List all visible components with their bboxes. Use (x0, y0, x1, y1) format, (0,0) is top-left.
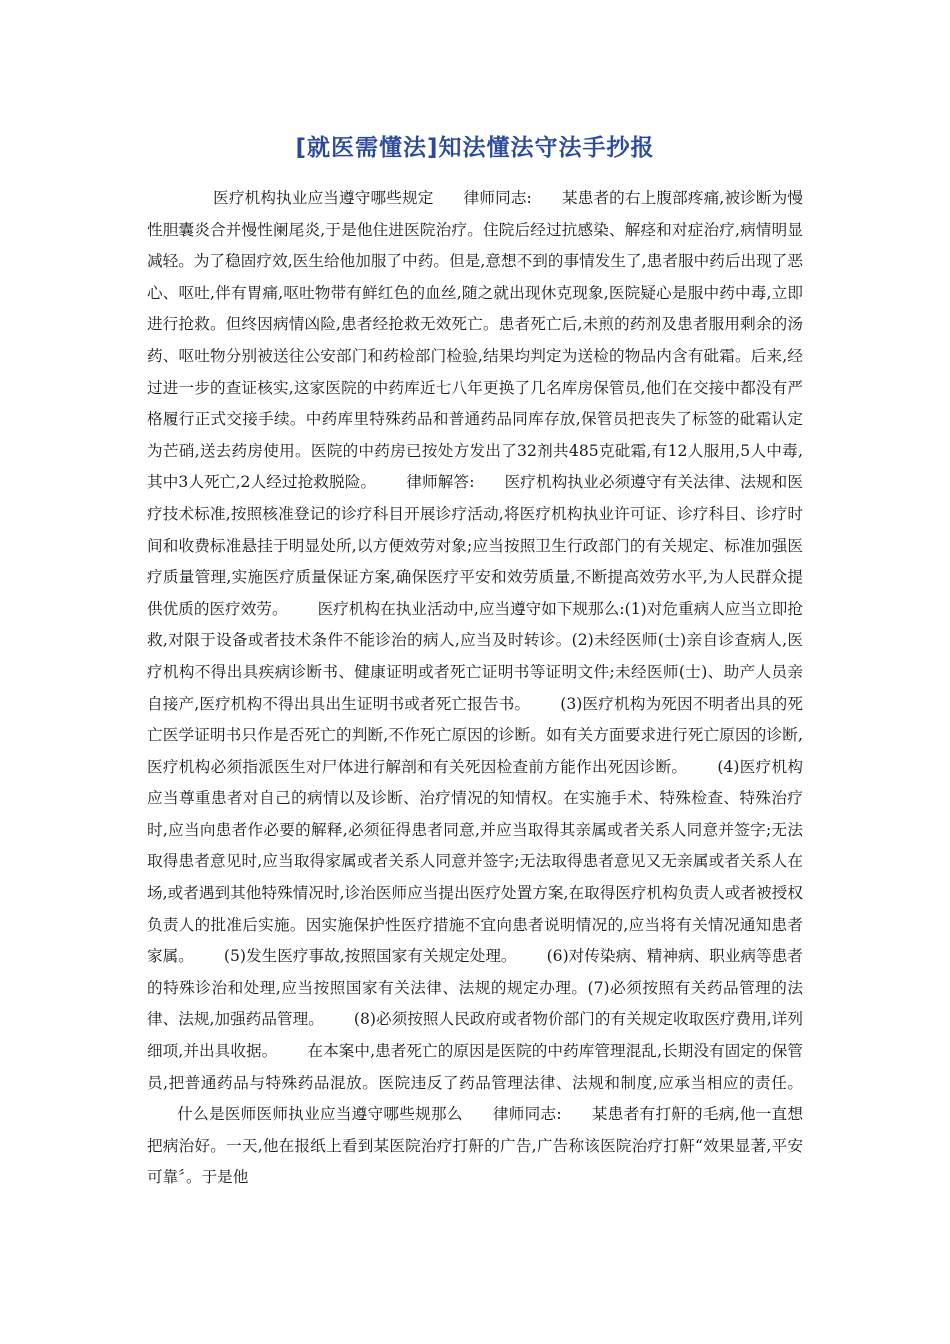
text-segment: 律师同志: (492, 1105, 562, 1124)
page-title: [就医需懂法]知法懂法守法手抄报 (295, 135, 655, 161)
text-segment: (4)医疗机构应当尊重患者对自己的病情以及诊断、治疗情况的知情权。在实施手术、特殊检查、特殊治疗时,应当向患者作必要的解释,必须征得患者同意,并应当取得其亲属或者关系人同意并签字;无法取得患者意见时,应当取得家属或者关系人同意并签字;无法取得患者意见又无亲属或者关系人在场,或者遇到其他特殊情况时,诊治医师应当提出医疗处置方案,在取得医疗机构负责人或者被授权负责人的批准后实施。因实施保护性医疗措施不宜向患者说明情况的,应当将有关情况通知患者家属。 (147, 757, 803, 966)
text-segment: (5)发生医疗事故,按照国家有关规定处理。 (223, 947, 517, 966)
text-segment: 某患者有打鼾的毛病,他一直想把病治好。一天,他在报纸上看到某医院治疗打鼾的广告,广告称该医院治疗打鼾“效果显著,平安可靠〞。于是他 (147, 1105, 803, 1187)
text-segment: 在本案中,患者死亡的原因是医院的中药库管理混乱,长期没有固定的保管员,把普通药品与特殊药品混放。医院违反了药品管理法律、法规和制度,应承当相应的责任。 (147, 1042, 803, 1092)
text-segment: (3)医疗机构为死因不明者出具的死亡医学证明书只作是否死亡的判断,不作死亡原因的诊断。如有关方面要求进行死亡原因的诊断,医疗机构必须指派医生对尸体进行解剖和有关死因检查前方能作出死因诊断。 (147, 694, 803, 776)
text-segment: (6)对传染病、精神病、职业病等患者的特殊诊治和处理,应当按照国家有关法律、法规的规定办理。(7)必须按照有关药品管理的法律、法规,加强药品管理。 (147, 947, 803, 1029)
text-segment: (8)必须按照人民政府或者物价部门的有关规定收取医疗费用,详列细项,并出具收据。 (147, 1010, 803, 1061)
text-segment: 律师解答: (406, 473, 475, 492)
body-paragraph (147, 183, 803, 1194)
text-segment: 律师同志: (463, 189, 532, 207)
text-segment: 医疗机构执业必须遵守有关法律、法规和医疗技术标准,按照核准登记的诊疗科目开展诊疗活动,将医疗机构执业许可证、诊疗科目、诊疗时间和收费标准悬挂于明显处所,以方便效劳对象;应当按照卫生行政部门的有关规定、标准加强医疗质量管理,实施医疗质量保证方案,确保医疗平安和效劳质量,不断提高效劳水平,为人民群众提供优质的医疗效劳。 (147, 473, 803, 618)
text-segment: 医疗机构在执业活动中,应当遵守如下规那么:(1)对危重病人应当立即抢救,对限于设备或者技术条件不能诊治的病人,应当及时转诊。(2)未经医师(士)亲自诊查病人,医疗机构不得出具疾病诊断书、健康证明或者死亡证明书等证明文件;未经医师(士)、助产人员亲自接产,医疗机构不得出具出生证明书或者死亡报告书。 (147, 599, 803, 713)
text-segment: 医疗机构执业应当遵守哪些规定 (213, 189, 434, 207)
text-segment: 什么是医师医师执业应当遵守哪些规那么 (177, 1105, 463, 1124)
text-segment: 某患者的右上腹部疼痛,被诊断为慢性胆囊炎合并慢性阑尾炎,于是他住进医院治疗。住院后经过抗感染、解痉和对症治疗,病情明显减轻。为了稳固疗效,医生给他加服了中药。但是,意想不到的事情发生了,患者服中药后出现了恶心、呕吐,伴有胃痛,呕吐物带有鲜红色的血丝,随之就出现休克现象,医院疑心是服中药中毒,立即进行抢救。但终因病情凶险,患者经抢救无效死亡。患者死亡后,未煎的药剂及患者服用剩余的汤药、呕吐物分别被送往公安部门和药检部门检验,结果均判定为送检的物品内含有砒霜。后来,经过进一步的查证核实,这家医院的中药库近七八年更换了几名库房保管员,他们在交接中都没有严格履行正式交接手续。中药库里特殊药品和普通药品同库存放,保管员把丧失了标签的砒霜认定为芒硝,送去药房使用。医院的中药房已按处方发出了32剂共485克砒霜,有12人服用,5人中毒,其中3人死亡,2人经过抢救脱险。 (147, 189, 803, 492)
